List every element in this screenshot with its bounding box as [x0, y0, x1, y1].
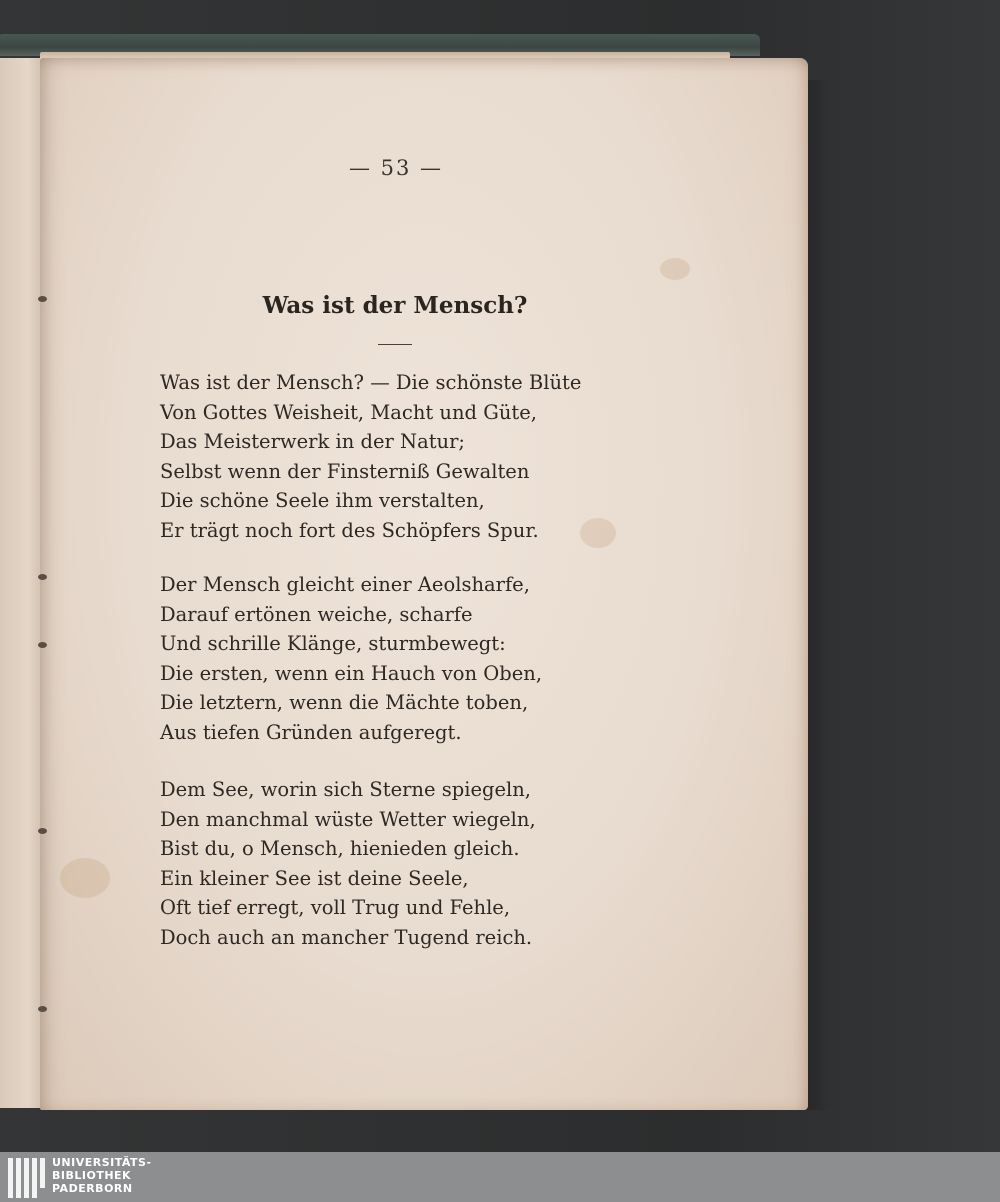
binding-stitch [38, 574, 47, 580]
poem-line: Der Mensch gleicht einer Aeolsharfe, [160, 573, 530, 596]
poem-line: Dem See, worin sich Sterne spiegeln, [160, 778, 532, 801]
poem-line: Die letztern, wenn die Mächte toben, [160, 691, 529, 714]
page-stain [660, 258, 690, 280]
poem-line: Ein kleiner See ist deine Seele, [160, 866, 469, 890]
poem-title: Was ist der Mensch? [262, 292, 528, 319]
page-stain [580, 518, 616, 548]
stanza-2 [160, 570, 542, 747]
stanza-3 [160, 775, 536, 952]
title-divider [378, 344, 412, 345]
binding-stitch [38, 296, 47, 302]
poem-line: Von Gottes Weisheit, Macht und Güte, [160, 400, 537, 424]
page-number: — 53 — [348, 156, 444, 180]
poem-line: Aus tiefen Gründen aufgeregt. [160, 720, 462, 744]
poem-line: Und schrille Klänge, sturmbewegt: [160, 632, 506, 655]
poem-line: Den manchmal wüste Wetter wiegeln, [160, 807, 536, 831]
poem-line: Die schöne Seele ihm verstalten, [160, 489, 485, 512]
poem-line: Bist du, o Mensch, hienieden gleich. [160, 837, 520, 860]
poem-line: Er trägt noch fort des Schöpfers Spur. [160, 518, 539, 542]
logo-line: BIBLIOTHEK [52, 1169, 132, 1182]
poem-line: Das Meisterwerk in der Natur; [160, 430, 465, 453]
poem-line: Darauf ertönen weiche, scharfe [160, 602, 473, 626]
poem-line: Doch auch an mancher Tugend reich. [160, 925, 533, 949]
binding-stitch [38, 642, 47, 648]
logo-line: PADERBORN [52, 1182, 133, 1195]
page-stain [60, 858, 110, 898]
logo-line: UNIVERSITÄTS- [52, 1156, 152, 1169]
stanza-1 [160, 368, 581, 545]
poem-line: Selbst wenn der Finsterniß Gewalten [160, 459, 530, 483]
poem-line: Was ist der Mensch? — Die schönste Blüte [160, 371, 582, 394]
poem-line: Die ersten, wenn ein Hauch von Oben, [160, 661, 543, 685]
library-logo-text [52, 1156, 152, 1195]
poem-line: Oft tief erregt, voll Trug und Fehle, [160, 896, 511, 919]
library-logo-icon [8, 1158, 46, 1198]
library-footer [0, 1152, 1000, 1202]
binding-stitch [38, 1006, 47, 1012]
binding-stitch [38, 828, 47, 834]
